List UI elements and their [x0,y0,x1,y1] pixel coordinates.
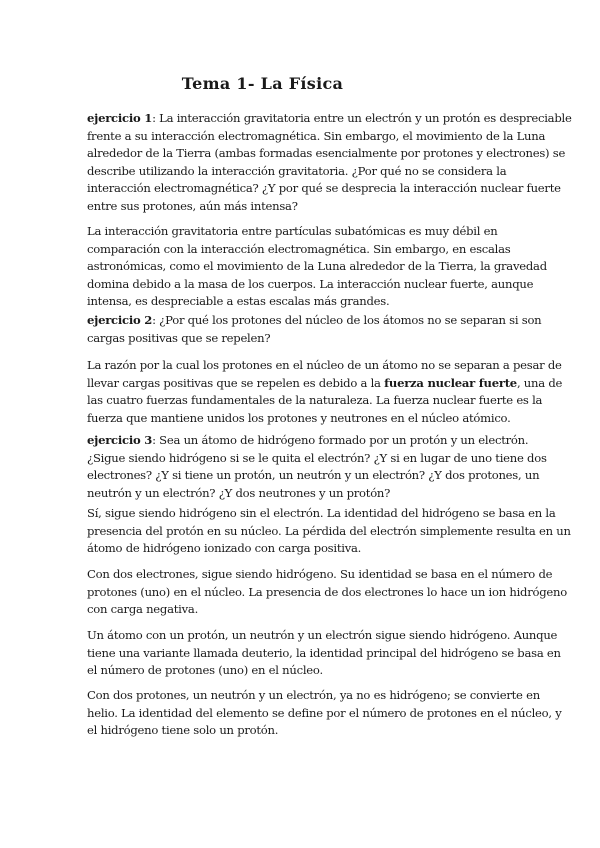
text-line [87,505,556,523]
text-segment: Con dos protones, un neutrón y un electrón, ya no es hidrógeno; se convierte en [87,688,540,702]
text-line [87,145,566,163]
exercise-3-answer-2 [87,566,567,619]
text-line [87,180,561,198]
exercise-2-answer [87,357,563,427]
text-segment: presencia del protón en su núcleo. La pérdida del electrón simplemente resulta en un [87,523,571,538]
text-line [87,662,527,680]
text-line [87,258,547,276]
exercise-3-answer-1 [87,505,571,558]
text-line [87,163,527,181]
bold-text: ejercicio 2 [87,313,153,327]
text-segment: frente a su interacción electromagnética. Sin embargo, el movimiento de la Luna [87,128,546,143]
exercise-3-answer-3 [87,627,561,680]
text-line [87,276,534,294]
text-segment: tiene una variante llamada deuterio, la identidad principal del hidrógeno se basa en [87,645,561,660]
text-segment: Con dos electrones, sigue siendo hidrógeno. Su identidad se basa en el número de [87,567,553,581]
text-segment: comparación con la interacción electromagnética. Sin embargo, en escalas [87,241,511,256]
text-segment: Sí, sigue siendo hidrógeno sin el electrón. La identidad del hidrógeno se basa en la [87,506,556,520]
text-line [87,584,567,602]
bold-text: ejercicio 3 [87,433,153,447]
bold-text: fuerza nuclear fuerte [384,375,517,390]
text-segment: intensa, es despreciable a estas escalas más grandes. [87,294,390,309]
exercise-3-question [87,432,547,502]
exercise-2-question [87,312,542,347]
exercise-1-answer [87,223,547,311]
exercise-3-answer-4 [87,687,562,740]
text-segment: La interacción gravitatoria entre partículas subatómicas es muy débil en [87,224,498,238]
exercise-1-question [87,110,572,216]
text-line [87,705,562,723]
text-line [87,722,527,740]
text-line [87,223,527,241]
text-segment: astronómicas, como el movimiento de la Luna alrededor de la Tierra, la gravedad [87,259,547,274]
text-segment: entre sus protones, aún más intensa? [87,198,298,213]
text-segment: neutrón y un electrón? ¿Y dos neutrones y un protón? [87,485,391,500]
text-segment: Un átomo con un protón, un neutrón y un electrón sigue siendo hidrógeno. Aunque [87,628,558,642]
text-segment: describe utilizando la interacción gravitatoria. ¿Por qué no se considera la [87,163,507,178]
text-segment: , una de [516,375,563,390]
text-segment: llevar cargas positivas que se repelen es debido a la [87,375,385,390]
text-line [87,467,540,485]
text-segment: las cuatro fuerzas fundamentales de la naturaleza. La fuerza nuclear fuerte es la [87,393,543,408]
text-line [87,293,527,311]
text-line [87,410,527,428]
text-line [87,450,547,468]
text-line [87,687,540,705]
text-line [87,198,527,216]
text-line [87,601,527,619]
text-line [87,540,527,558]
text-segment: domina debido a la masa de los cuerpos. La interacción nuclear fuerte, aunque [87,276,534,291]
text-line [87,312,542,330]
text-segment: el número de protones (uno) en el núcleo. [87,663,323,678]
text-segment: : La interacción gravitatoria entre un electrón y un protón es despreciable [152,111,572,125]
text-segment: : Sea un átomo de hidrógeno formado por un protón y un electrón. [152,433,529,447]
text-line [87,241,527,259]
text-segment: ¿Sigue siendo hidrógeno si se le quita el electrón? ¿Y si en lugar de uno tiene dos [87,450,547,465]
text-segment: La razón por la cual los protones en el núcleo de un átomo no se separan a pesar de [87,358,562,372]
text-segment: : ¿Por qué los protones del núcleo de los átomos no se separan si son [152,313,542,327]
text-segment: fuerza que mantiene unidos los protones y neutrones en el núcleo atómico. [87,410,511,425]
text-line [87,432,527,450]
bold-text: ejercicio 1 [87,111,153,125]
text-line [87,627,558,645]
text-line [87,357,562,375]
text-segment: protones (uno) en el núcleo. La presencia de dos electrones lo hace un ion hidrógeno [87,584,567,599]
text-segment: átomo de hidrógeno ionizado con carga positiva. [87,541,362,556]
text-line [87,566,553,584]
text-line [87,392,543,410]
text-line [87,330,527,348]
text-segment: con carga negativa. [87,602,199,617]
text-segment: el hidrógeno tiene solo un protón. [87,723,279,738]
text-line [87,375,563,393]
text-segment: cargas positivas que se repelen? [87,330,271,345]
text-segment: helio. La identidad del elemento se define por el número de protones en el núcleo, y [87,705,562,720]
text-line [87,110,572,128]
text-segment: interacción electromagnética? ¿Y por qué se desprecia la interacción nuclear fuerte [87,181,561,196]
text-line [87,485,527,503]
text-segment: alrededor de la Tierra (ambas formadas esencialmente por protones y electrones) se [87,146,566,161]
text-segment: electrones? ¿Y si tiene un protón, un neutrón y un electrón? ¿Y dos protones, un [87,468,540,483]
text-line [87,523,571,541]
text-line [87,128,546,146]
page-title: Tema 1- La Física [181,74,344,93]
text-line [87,645,561,663]
